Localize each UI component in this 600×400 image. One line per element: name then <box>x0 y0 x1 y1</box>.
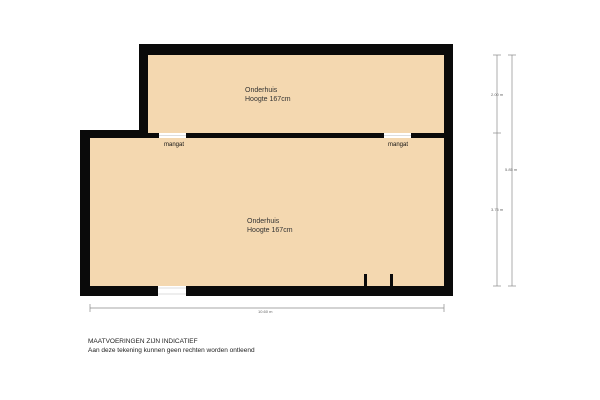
disclaimer-title: MAATVOERINGEN ZIJN INDICATIEF <box>88 338 198 345</box>
post-left <box>364 274 367 286</box>
room-name: Onderhuis <box>245 87 278 94</box>
post-right <box>390 274 393 286</box>
hatch-label-right: mangat <box>388 142 409 148</box>
hatch-label-left: mangat <box>164 142 185 148</box>
hatch-opening-right <box>384 133 411 138</box>
room-height: Hoogte 167cm <box>245 96 291 103</box>
bottom-wall-opening <box>158 286 186 296</box>
hatch-opening-left <box>159 133 186 138</box>
room-height: Hoogte 167cm <box>247 227 293 234</box>
dimension-sections <box>491 55 504 286</box>
room-floor-upper <box>148 55 444 133</box>
room-label-upper <box>245 86 291 104</box>
room-floor-lower <box>90 138 444 286</box>
disclaimer-notes <box>88 337 255 355</box>
room-label-lower <box>247 217 293 235</box>
room-name: Onderhuis <box>247 218 280 225</box>
dimension-total-label: 5.85 m <box>505 167 518 172</box>
dimension-upper-label: 2.00 m <box>491 92 504 97</box>
dimension-width-label: 10.60 m <box>258 309 273 314</box>
dimension-lower-label: 3.75 m <box>491 207 504 212</box>
disclaimer-text: Aan deze tekening kunnen geen rechten worden ontleend <box>88 347 255 354</box>
